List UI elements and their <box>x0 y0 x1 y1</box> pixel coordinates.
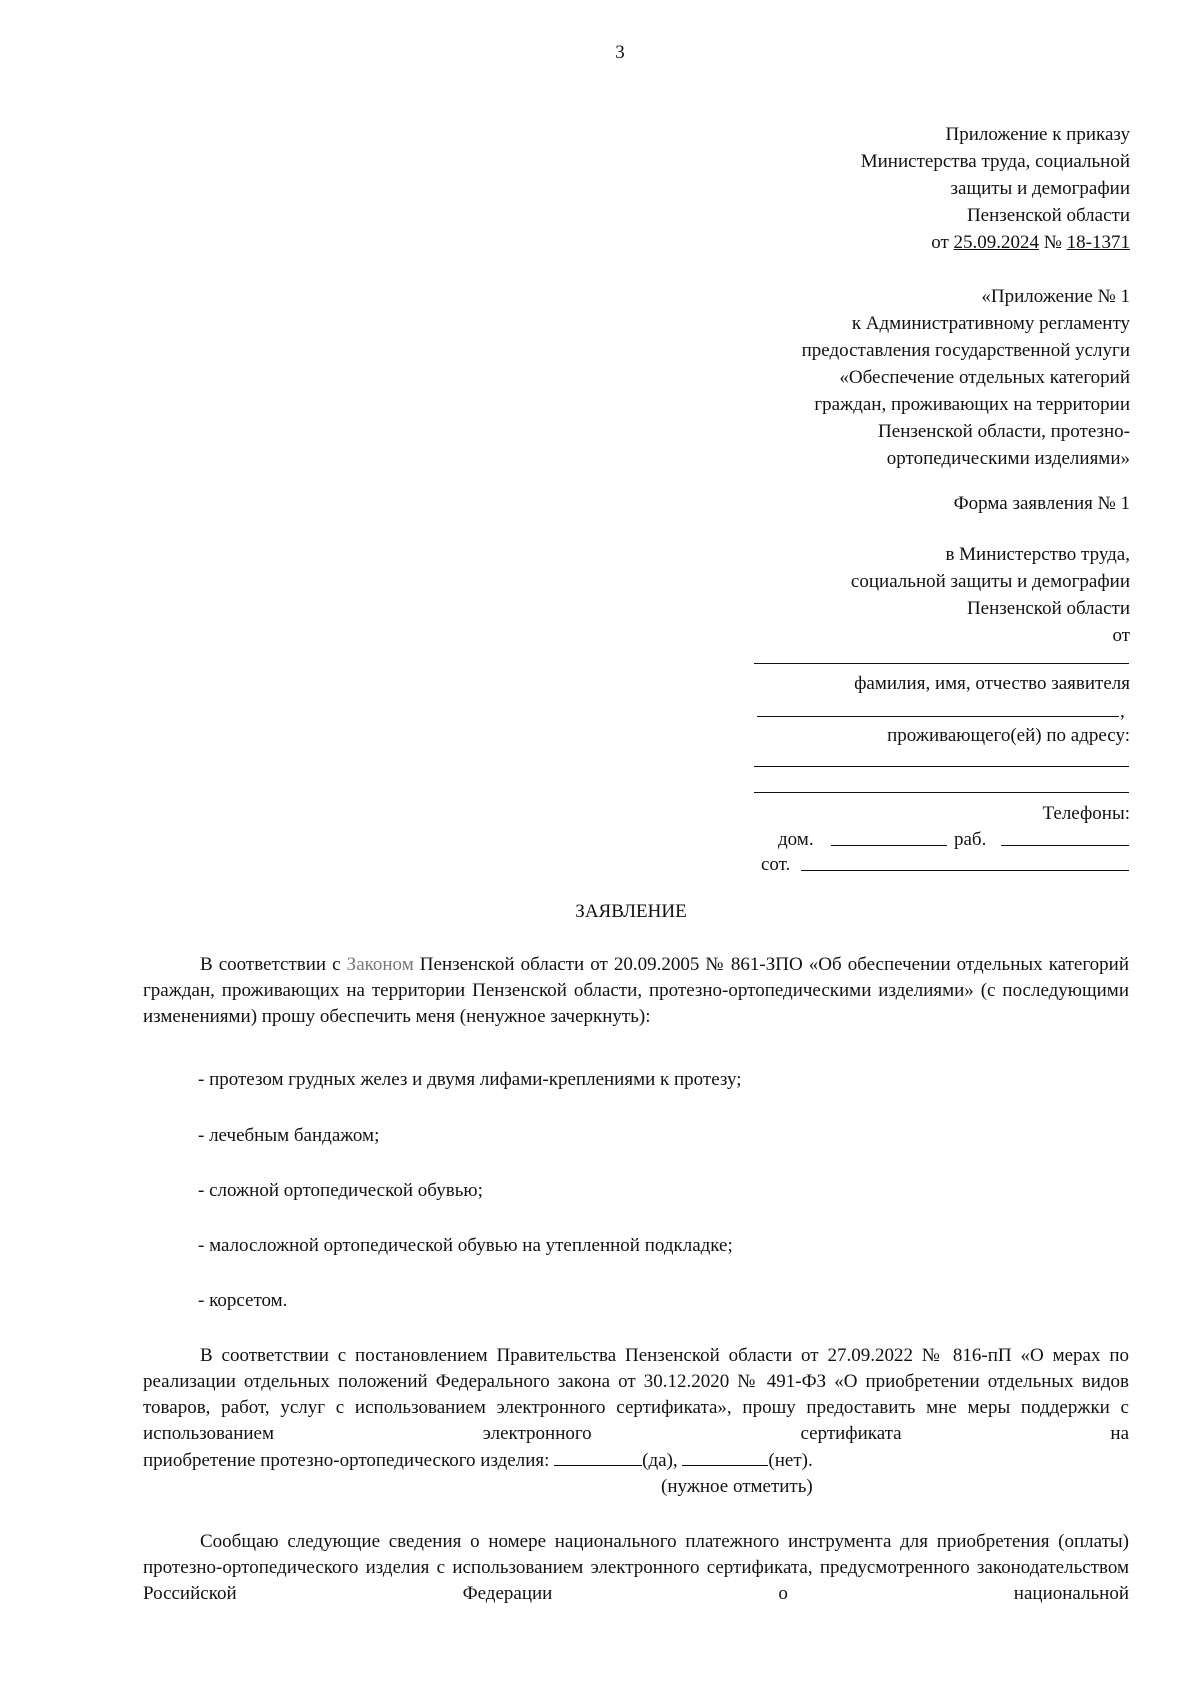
order-appendix-line: Министерства труда, социальной <box>860 151 1130 172</box>
no-label: (нет). <box>768 1450 813 1471</box>
order-appendix <box>861 121 1130 256</box>
order-appendix-line: Пензенской области <box>966 205 1130 226</box>
list-item: - малосложной ортопедической обувью на утепленной подкладке; <box>198 1235 733 1256</box>
applicant-name-caption: фамилия, имя, отчество заявителя <box>854 673 1130 694</box>
law-link[interactable]: Законом <box>346 954 414 975</box>
addressee-line: от <box>1112 625 1130 646</box>
order-number-sign: № <box>1043 232 1062 253</box>
order-date: 25.09.2024 <box>953 232 1040 253</box>
regulation-line: предоставления государственной услуги <box>801 340 1130 361</box>
regulation-line: граждан, проживающих на территории <box>814 394 1130 415</box>
phones-label: Телефоны: <box>1042 803 1130 824</box>
document-title: ЗАЯВЛЕНИЕ <box>575 901 687 922</box>
paragraph-law <box>143 952 1129 1030</box>
applicant-name-field[interactable] <box>754 663 1129 664</box>
order-appendix-line: Приложение к приказу <box>945 124 1130 145</box>
list-item: - сложной ортопедической обувью; <box>198 1180 483 1201</box>
paragraph-law-rest: Пензенской области от 20.09.2005 № 861-ЗПО «Об обеспечении отдельных категорий граждан, проживающих на территории Пензенской области, протезно-ортопедическими изделиями» (с последующими изменениями) прошу обеспечить меня (ненужное зачеркнуть): <box>143 954 1129 1027</box>
paragraph-payment-instrument: Сообщаю следующие сведения о номере национального платежного инструмента для приобретения (оплаты) протезно-ортопедического изделия с использованием электронного сертификата, предусмотренного законодательством Российской Федерации о национальной <box>143 1531 1129 1604</box>
addressee-line: в Министерство труда, <box>945 544 1130 565</box>
addressee-line: Пензенской области <box>966 598 1130 619</box>
address-caption: проживающего(ей) по адресу: <box>887 725 1130 746</box>
phone-home-field[interactable] <box>831 845 947 846</box>
certificate-choice-line <box>143 1447 813 1474</box>
page-number: 3 <box>615 42 625 63</box>
no-field[interactable] <box>682 1447 768 1466</box>
phone-mobile-field[interactable] <box>801 870 1129 871</box>
applicant-field-line[interactable] <box>757 716 1119 717</box>
addressee-line: социальной защиты и демографии <box>850 571 1130 592</box>
regulation-line: Пензенской области, протезно- <box>878 421 1130 442</box>
yes-label: (да), <box>642 1450 678 1471</box>
phone-work-label: раб. <box>954 829 987 850</box>
regulation-appendix <box>802 283 1130 472</box>
address-field-2[interactable] <box>754 792 1129 793</box>
choice-note: (нужное отметить) <box>661 1476 813 1497</box>
list-item: - корсетом. <box>198 1290 288 1311</box>
regulation-line: ортопедическими изделиями» <box>886 448 1130 469</box>
order-date-line <box>861 229 1130 256</box>
list-item: - протезом грудных желез и двумя лифами-креплениями к протезу; <box>198 1069 742 1090</box>
order-from: от <box>931 232 949 253</box>
phone-home-label: дом. <box>778 829 814 850</box>
addressee <box>851 541 1130 649</box>
regulation-line: «Обеспечение отдельных категорий <box>839 367 1130 388</box>
phone-work-field[interactable] <box>1001 845 1129 846</box>
certificate-choice-text: приобретение протезно-ортопедического изделия: <box>143 1450 550 1471</box>
list-item: - лечебным бандажом; <box>198 1125 380 1146</box>
regulation-line: к Административному регламенту <box>851 313 1130 334</box>
comma: , <box>1120 701 1125 722</box>
form-label: Форма заявления № 1 <box>953 493 1130 514</box>
order-appendix-line: защиты и демографии <box>950 178 1130 199</box>
phone-mobile-label: сот. <box>761 854 791 875</box>
paragraph-law-lead: В соответствии с <box>200 954 347 975</box>
paragraph-certificate: В соответствии с постановлением Правительства Пензенской области от 27.09.2022 № 816-пП «О мерах по реализации отдельных положений Федерального закона от 30.12.2020 № 491-ФЗ «О приобретении отдельных видов товаров, работ, услуг с использованием электронного сертификата», прошу предоставить мне меры поддержки с использованием электронного сертификата на <box>143 1345 1129 1444</box>
yes-field[interactable] <box>554 1447 642 1466</box>
address-field-1[interactable] <box>754 766 1129 767</box>
order-number: 18-1371 <box>1066 232 1130 253</box>
regulation-line: «Приложение № 1 <box>981 286 1130 307</box>
